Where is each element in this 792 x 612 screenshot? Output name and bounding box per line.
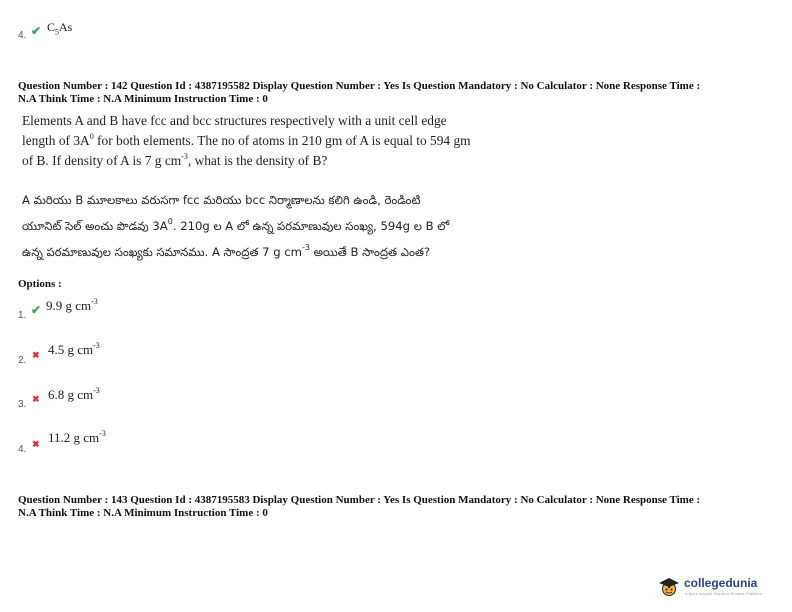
collegedunia-logo [658,575,784,599]
next-question-meta-line2: N.A Think Time : N.A Minimum Instruction Time : 0 [18,507,268,519]
option-4[interactable]: 11.2 g $cm^{-3}$ [48,429,106,445]
correct-check-icon: ✔ [31,303,42,317]
question-meta [18,80,778,106]
question-meta-line1: Question Number : 142 Question Id : 4387195582 Display Question Number : Yes Is Question Mandatory : No Calculator : None Response Time : [18,80,701,92]
question-te-line1: A మరియు B మూలకాలు వరుసగా fcc మరియు bcc నిర్మాణాలను కలిగి ఉండి, రెండింటి [22,193,421,207]
next-question-meta-line1: Question Number : 143 Question Id : 4387195583 Display Question Number : Yes Is Question Mandatory : No Calculator : None Response Time : [18,494,701,506]
question-en-line3: of B. If density of A is 7 g $cm^{-3}$, what is the density of B? [22,152,328,168]
option-3-number: 3. [18,399,27,410]
options-label: Options : [18,278,62,290]
logo-text: collegedunia [684,576,758,590]
question-meta-line2: N.A Think Time : N.A Minimum Instruction Time : 0 [18,93,268,105]
next-question-meta [18,494,778,520]
question-te-line3: ఉన్న పరమాణువుల సంఖ్యకు సమానము. A సాంద్రత 7 g $cm^{-3}$ అయితే B సాంద్రత ఎంత? [22,243,431,259]
prev-option-number: 4. [18,30,27,41]
option-3[interactable]: 6.8 g $cm^{-3}$ [48,386,100,402]
question-en-line2: length of $3A^0$ for both elements. The no of atoms in 210 gm of A is equal to 594 gm [22,132,471,148]
option-1[interactable]: 9.9 g $cm^{-3}$ [46,297,98,313]
question-text-telugu [22,187,562,265]
logo-tagline: India's largest Student Review Platform [685,591,763,596]
wrong-cross-icon: ✖ [32,439,40,449]
correct-check-icon: ✔ [31,24,42,38]
wrong-cross-icon: ✖ [32,350,40,360]
wrong-cross-icon: ✖ [32,394,40,404]
option-2[interactable]: 4.5 g $cm^{-3}$ [48,341,100,357]
option-1-number: 1. [18,310,27,321]
option-4-number: 4. [18,444,27,455]
question-te-line2: యూనిట్ సెల్ అంచు పొడవు $3A^0$. 210g ల A లో ఉన్న పరమాణువుల సంఖ్య, 594g ల B లో [22,217,450,233]
prev-option-text: $C_5As$ [47,20,73,37]
option-2-number: 2. [18,355,27,366]
question-en-line1: Elements A and B have fcc and bcc structures respectively with a unit cell edge [22,113,447,128]
graduate-cap-icon [658,577,680,597]
question-text-english [22,111,552,171]
